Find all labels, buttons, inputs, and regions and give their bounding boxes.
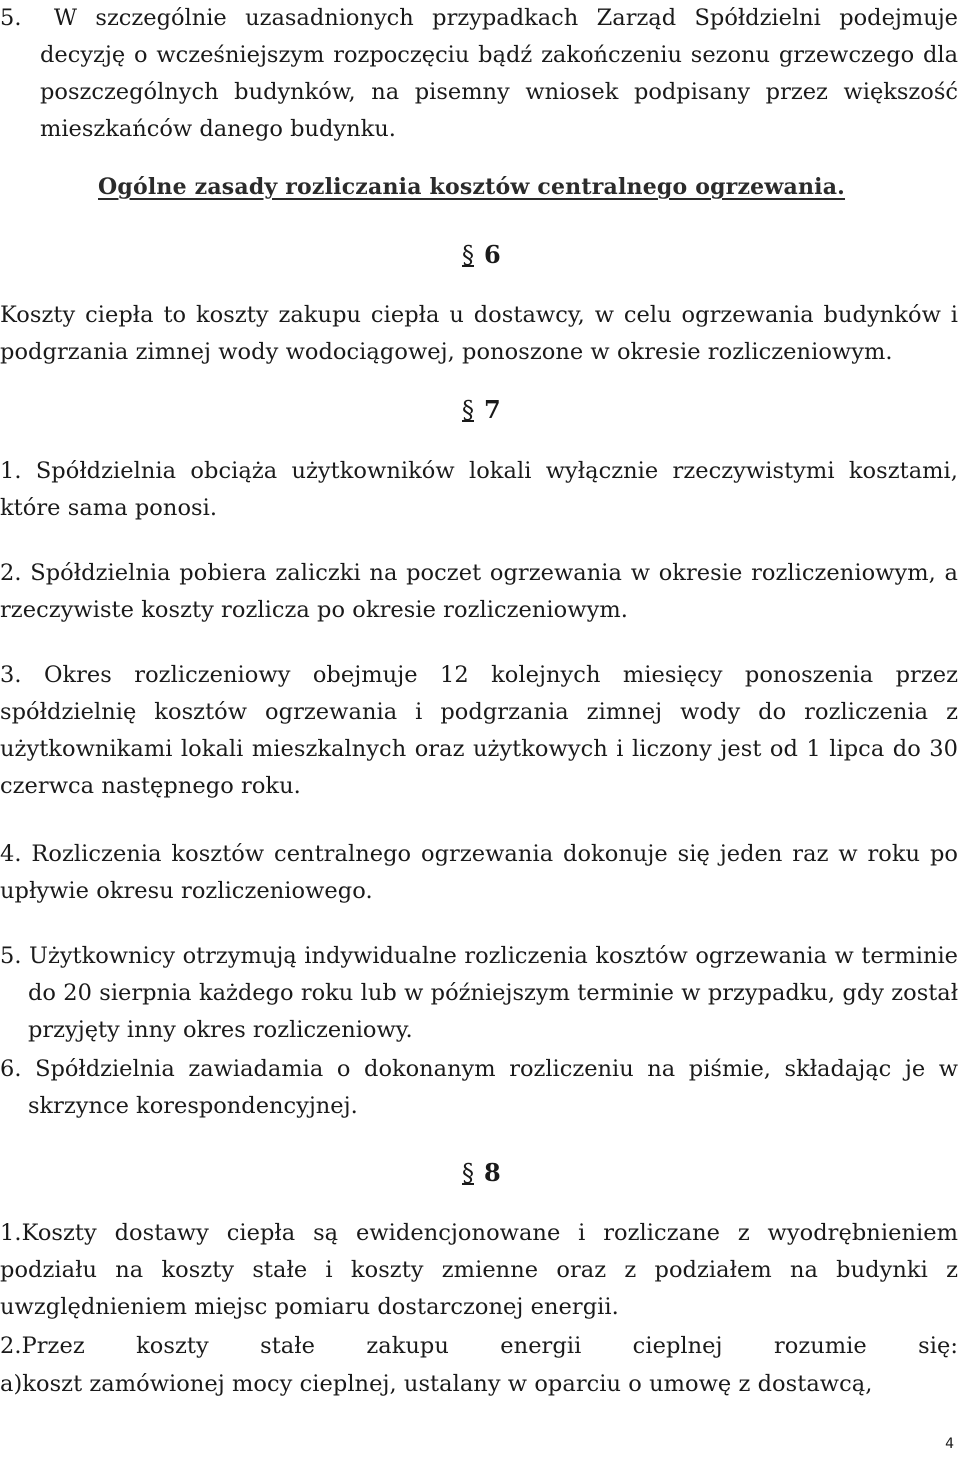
- paragraph-7-number: 7: [484, 395, 501, 424]
- page-number: 4: [945, 1436, 954, 1452]
- paragraph-8-item-2: 2.Przez koszty stałe zakupu energii cieplnej rozumie się:: [0, 1333, 958, 1359]
- paragraph-6-number: 6: [484, 240, 501, 269]
- paragraph-8-number: 8: [484, 1158, 501, 1187]
- paragraph-6-text: Koszty ciepła to koszty zakupu ciepła u dostawcy, w celu ogrzewania budynków i podgrzania zimnej wody wodociągowej, ponoszone w okresie rozliczeniowym.: [0, 302, 958, 365]
- paragraph-7-item-6: 6. Spółdzielnia zawiadamia o dokonanym rozliczeniu na piśmie, składając je w skrzynce korespondencyjnej.: [0, 1056, 958, 1119]
- paragraph-7-item-4: 4. Rozliczenia kosztów centralnego ogrzewania dokonuje się jeden raz w roku po upływie okresu rozliczeniowego.: [0, 841, 958, 904]
- paragraph-8-item-1: 1.Koszty dostawy ciepła są ewidencjonowane i rozliczane z wyodrębnieniem podziału na koszty stałe i koszty zmienne oraz z podziałem na budynki z uwzględnieniem miejsc pomiaru dostarczonej energii.: [0, 1220, 958, 1320]
- top-item-number: 5.: [0, 5, 22, 31]
- section-sign-icon: §: [462, 1159, 474, 1187]
- section-sign-icon: §: [462, 396, 474, 424]
- top-item-text: W szczególnie uzasadnionych przypadkach Zarząd Spółdzielni podejmuje decyzję o wcześniejszym rozpoczęciu bądź zakończeniu sezonu grzewczego dla poszczególnych budynków, na pisemny wniosek podpisany przez większość mieszkańców danego budynku.: [40, 5, 958, 142]
- paragraph-7-heading: [462, 395, 501, 425]
- paragraph-7-item-3: 3. Okres rozliczeniowy obejmuje 12 kolejnych miesięcy ponoszenia przez spółdzielnię kosztów ogrzewania i podgrzania zimnej wody do rozliczenia z użytkownikami lokali mieszkalnych oraz użytkowych i liczony jest od 1 lipca do 30 czerwca następnego roku.: [0, 662, 958, 799]
- paragraph-7-item-1: 1. Spółdzielnia obciąża użytkowników lokali wyłącznie rzeczywistymi kosztami, które sama ponosi.: [0, 458, 958, 521]
- section-sign-icon: §: [462, 241, 474, 269]
- top-item-5: [0, 0, 958, 148]
- paragraph-8-item-2a: a)koszt zamówionej mocy cieplnej, ustalany w oparciu o umowę z dostawcą,: [0, 1371, 873, 1397]
- paragraph-7-item-5: 5. Użytkownicy otrzymują indywidualne rozliczenia kosztów ogrzewania w terminie do 20 sierpnia każdego roku lub w późniejszym terminie w przypadku, gdy został przyjęty inny okres rozliczeniowy.: [0, 943, 958, 1043]
- section-heading: Ogólne zasady rozliczania kosztów centralnego ogrzewania.: [98, 174, 846, 200]
- paragraph-8-heading: [462, 1158, 501, 1188]
- paragraph-7-item-2: 2. Spółdzielnia pobiera zaliczki na poczet ogrzewania w okresie rozliczeniowym, a rzeczywiste koszty rozlicza po okresie rozliczeniowym.: [0, 560, 958, 623]
- paragraph-6-heading: [462, 240, 501, 270]
